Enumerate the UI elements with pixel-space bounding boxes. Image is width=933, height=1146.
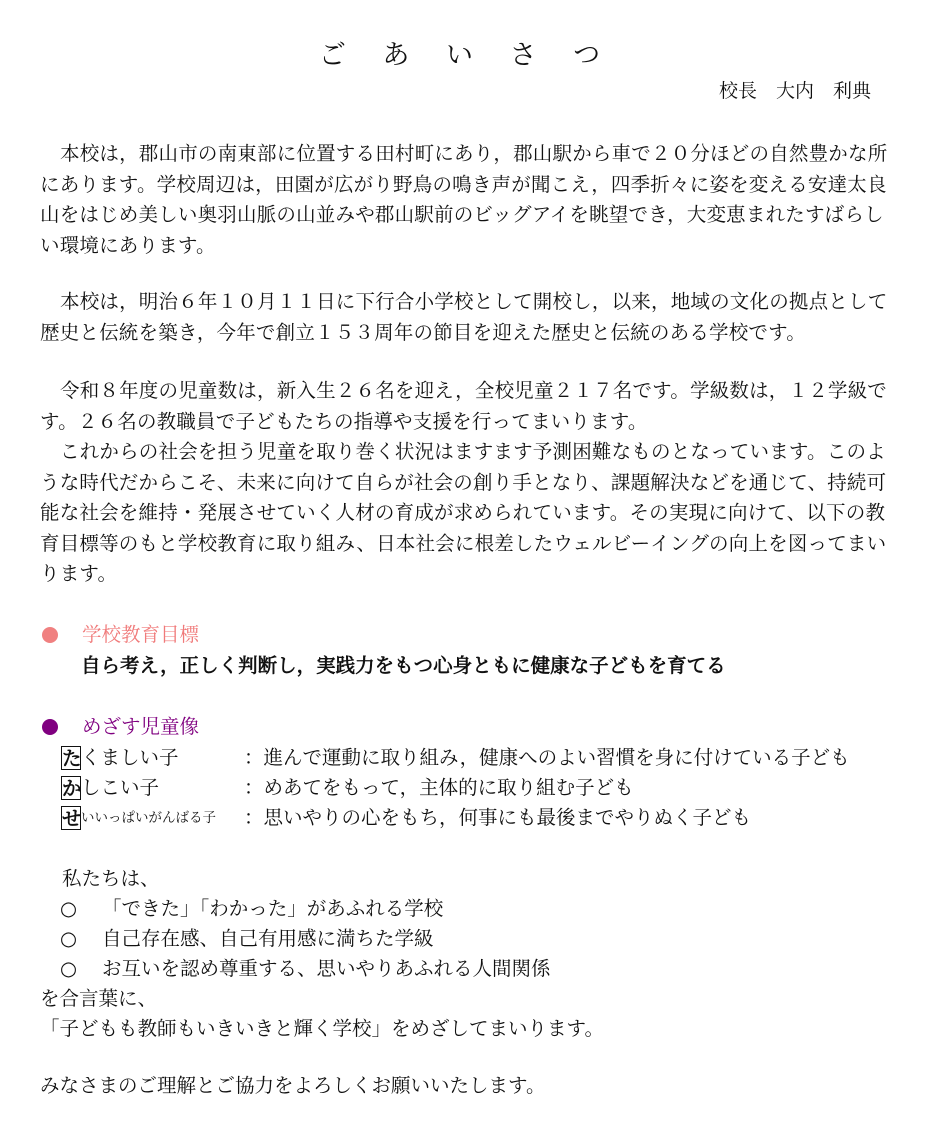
- aim-item: [61, 774, 634, 802]
- aim-item: [61, 804, 751, 832]
- aim-initial: せ: [62, 807, 82, 830]
- motto-item: [60, 925, 434, 953]
- aim-description: ：思いやりの心をもち，何事にも最後までやりぬく子ども: [244, 806, 752, 829]
- aim-item: [61, 744, 850, 772]
- aim-initial: た: [62, 747, 82, 770]
- goal-heading-label: 学校教育目標: [82, 623, 200, 646]
- aim-label: いいっぱいがんばる子: [81, 810, 216, 826]
- slogan-line: 「子どもも教師もいきいきと輝く学校」をめざしてまいります。: [40, 1017, 604, 1040]
- goal-bullet-icon: [42, 627, 58, 643]
- aim-label: しこい子: [81, 776, 160, 799]
- aim-description: ：進んで運動に取り組み，健康へのよい習慣を身に付けている子ども: [244, 746, 850, 769]
- motto-item: [60, 955, 551, 983]
- paragraph-location: 本校は，郡山市の南東部に位置する田村町にあり，郡山駅から車で２０分ほどの自然豊かな所にあります。学校周辺は，田園が広がり野鳥の鳴き声が聞こえ，四季折々に姿を変える安達太良山をはじめ美しい奥羽山脈の山並みや郡山駅前のビッグアイを眺望でき，大変恵まれたすばらしい環境にあります。: [40, 142, 888, 257]
- goal-heading: [40, 621, 199, 649]
- aim-description: ：めあてをもって，主体的に取り組む子ども: [244, 776, 634, 799]
- aim-label: くましい子: [81, 746, 179, 769]
- author-line: 校長 大内 利典: [718, 80, 871, 102]
- motto-item: [60, 895, 443, 923]
- circle-icon: ○: [60, 957, 78, 980]
- paragraph-vision: これからの社会を担う児童を取り巻く状況はますます予測困難なものとなっています。このような時代だからこそ、未来に向けて自らが社会の創り手となり、課題解決などを通じて、持続可能な社会を維持・発展させていく人材の育成が求められています。その実現に向けて、以下の教育目標等のもと学校教育に取り組み、日本社会に根差したウェルビーイングの向上を図ってまいります。: [40, 440, 887, 585]
- aims-bullet-icon: [42, 719, 58, 735]
- motto-text: お互いを認め尊重する、思いやりあふれる人間関係: [102, 957, 551, 980]
- circle-icon: ○: [60, 897, 78, 920]
- intro-line: 私たちは、: [62, 867, 160, 890]
- aim-initial: か: [62, 777, 82, 800]
- motto-text: 「できた」「わかった」があふれる学校: [102, 897, 444, 920]
- aikotoba-line: を合言葉に、: [40, 987, 158, 1010]
- closing-line: みなさまのご理解とご協力をよろしくお願いいたします。: [40, 1074, 546, 1097]
- paragraph-history: 本校は，明治６年１０月１１日に下行合小学校として開校し，以来，地域の文化の拠点として歴史と伝統を築き，今年で創立１５３周年の節目を迎えた歴史と伝統のある学校です。: [40, 290, 888, 344]
- page-title: ご あ い さ つ: [318, 40, 615, 71]
- aims-heading: [40, 713, 199, 741]
- paragraph-enrollment: 令和８年度の児童数は，新入生２６名を迎え，全校児童２１７名です。学級数は，１２学級です。２６名の教職員で子どもたちの指導や支援を行ってまいります。: [40, 379, 888, 433]
- goal-statement: 自ら考え，正しく判断し，実践力をもつ心身ともに健康な子どもを育てる: [81, 654, 726, 677]
- aims-heading-label: めざす児童像: [82, 715, 200, 738]
- circle-icon: ○: [60, 927, 78, 950]
- motto-text: 自己存在感、自己有用感に満ちた学級: [102, 927, 434, 950]
